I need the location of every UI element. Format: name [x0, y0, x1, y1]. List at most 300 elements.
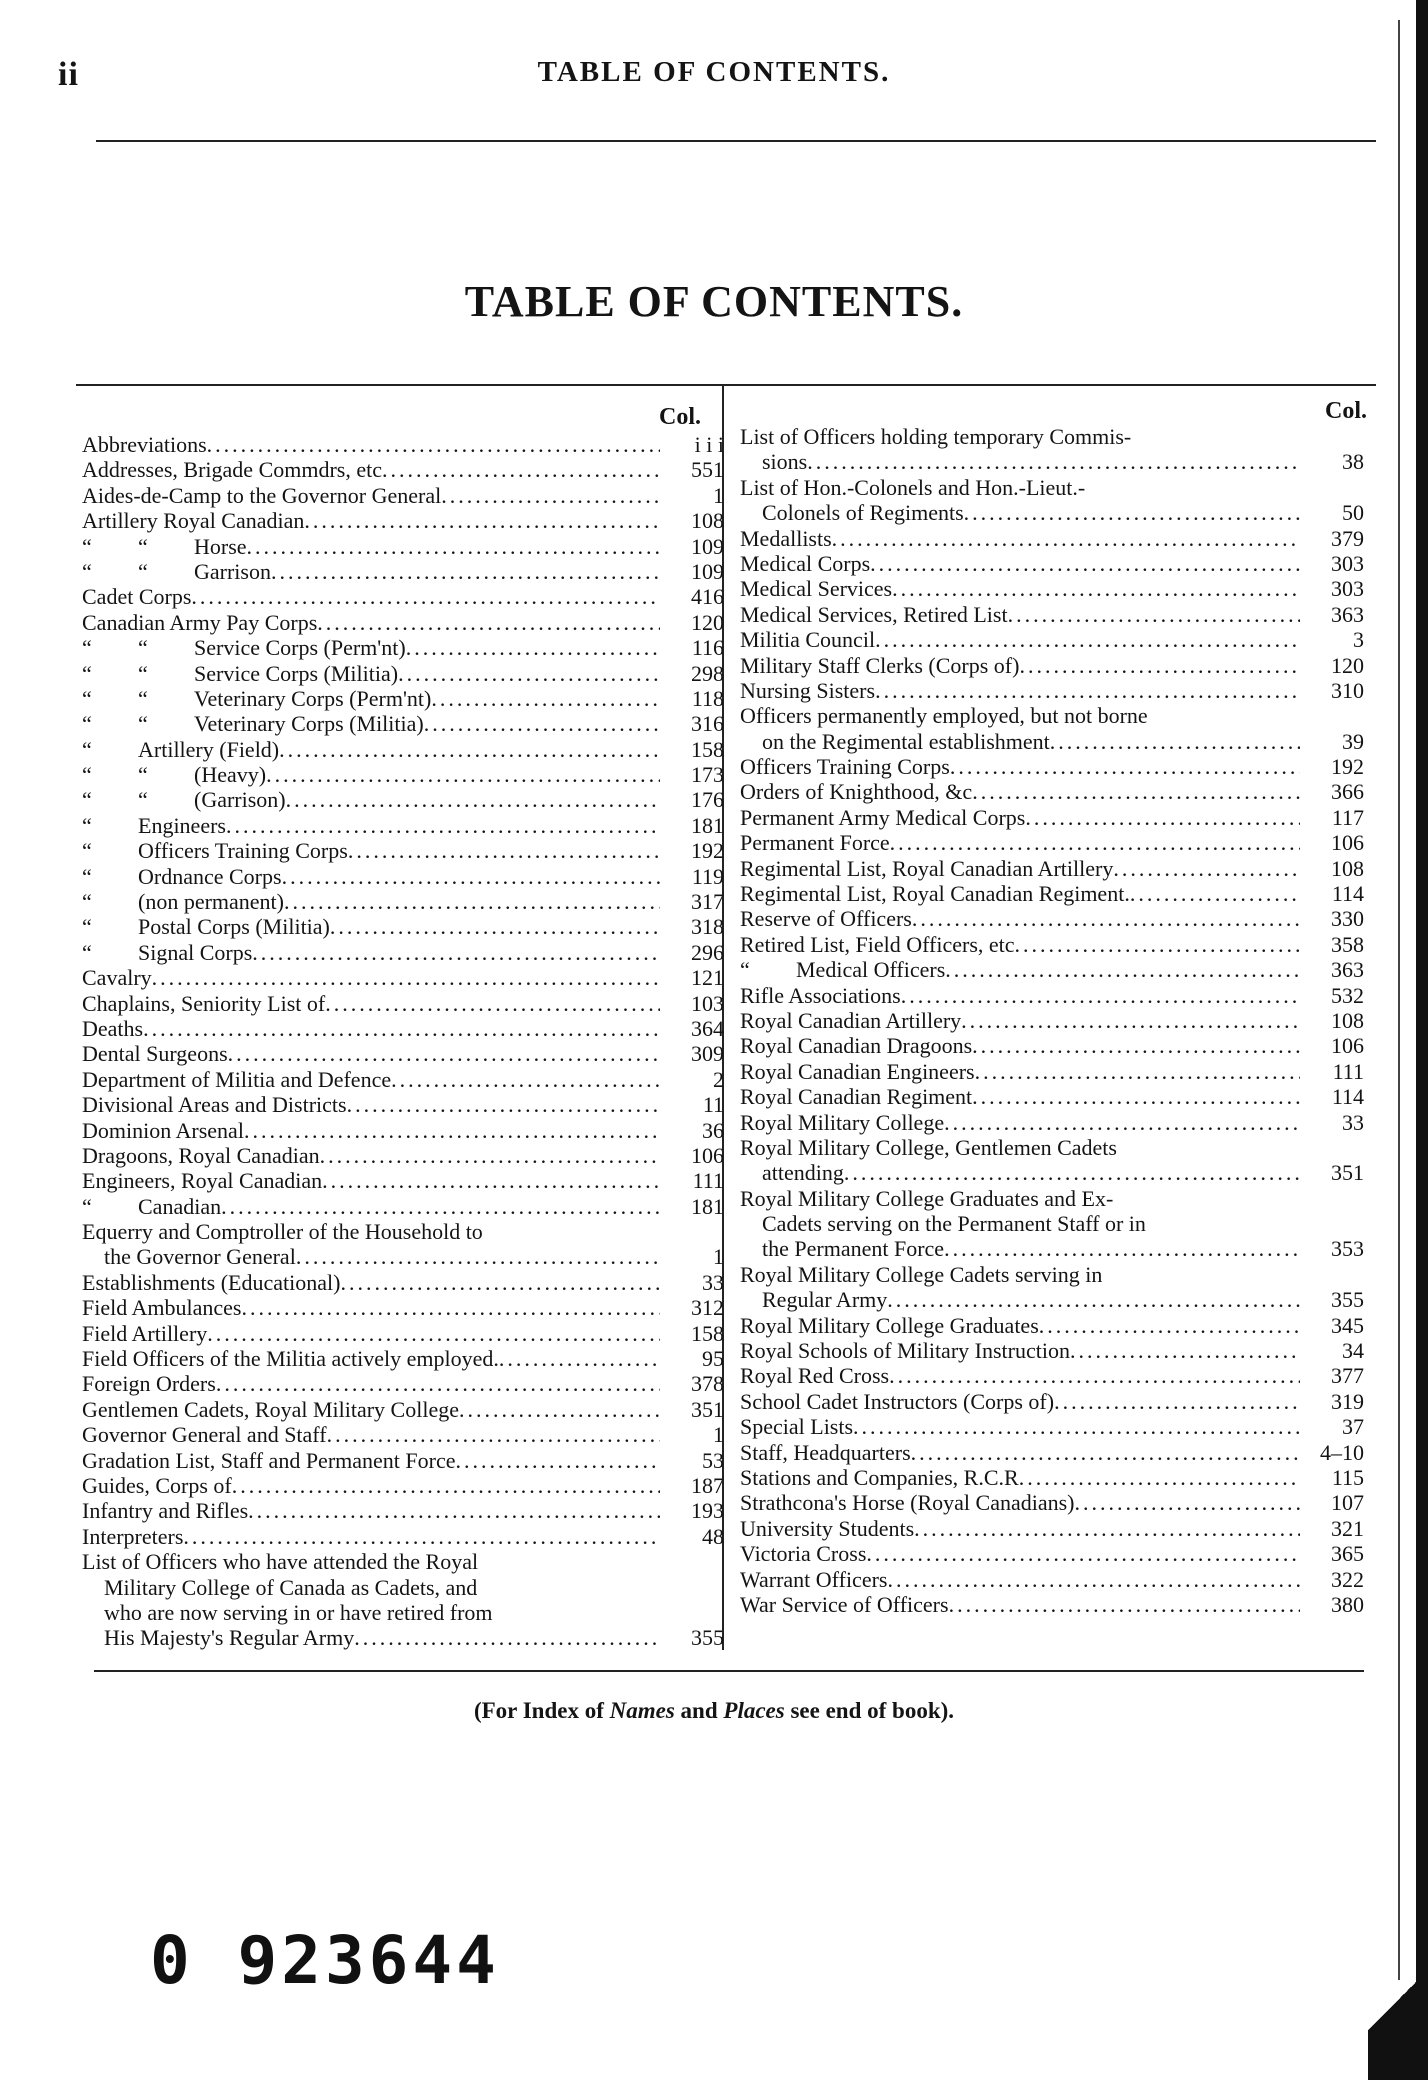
- toc-entry-text: the Governor General: [104, 1244, 296, 1270]
- toc-entry-text: Horse: [194, 533, 247, 559]
- toc-entry-column: 181: [691, 1193, 724, 1219]
- toc-entry-label: [740, 551, 870, 576]
- toc-entry-column: 111: [1332, 1058, 1364, 1084]
- toc-entry-column: 298: [691, 660, 724, 686]
- toc-entry: [82, 1524, 724, 1549]
- toc-entry-text: Royal Military College Graduates: [740, 1312, 1039, 1338]
- toc-entry-column: 108: [1331, 855, 1364, 881]
- toc-entry: [740, 1135, 1364, 1160]
- toc-entry: [82, 508, 724, 533]
- toc-entry-column: 114: [1331, 1084, 1364, 1110]
- dot-leader: [887, 1287, 1300, 1312]
- toc-entry-text: Staff, Headquarters: [740, 1439, 911, 1465]
- dot-leader: [232, 1473, 660, 1498]
- dot-leader: [1019, 653, 1300, 678]
- toc-entry-column: 193: [691, 1498, 724, 1524]
- toc-entry: [740, 1033, 1364, 1058]
- dot-leader: [391, 1067, 660, 1092]
- dot-leader: [252, 940, 660, 965]
- dot-leader: [459, 1397, 660, 1422]
- toc-entry-label: [740, 1313, 1039, 1338]
- toc-entry-column: 106: [691, 1142, 724, 1168]
- dot-leader: [406, 635, 660, 660]
- toc-entry: [82, 787, 724, 812]
- toc-entry-label: [82, 534, 247, 559]
- toc-entry-label: [740, 576, 892, 601]
- toc-entry-column: 321: [1331, 1515, 1364, 1541]
- toc-entry-column: 38: [1342, 449, 1364, 475]
- toc-entry: [740, 957, 1364, 982]
- dot-leader: [950, 754, 1300, 779]
- toc-entry: [82, 914, 724, 939]
- toc-entry-text: Garrison: [194, 558, 271, 584]
- dot-leader: [282, 864, 660, 889]
- toc-entry-text: Artillery (Field): [138, 736, 280, 762]
- toc-entry-text: Interpreters: [82, 1523, 184, 1549]
- toc-entry-column: 345: [1331, 1312, 1364, 1338]
- toc-entry-text: Veterinary Corps (Militia): [194, 711, 424, 737]
- toc-entry-label: [82, 1270, 340, 1295]
- toc-entry-column: 365: [1331, 1541, 1364, 1567]
- toc-entry-column: 3: [1353, 627, 1364, 653]
- toc-entry-text: Foreign Orders: [82, 1371, 216, 1397]
- dot-leader: [911, 1440, 1300, 1465]
- dot-leader: [889, 1363, 1300, 1388]
- toc-entry-column: 118: [691, 685, 724, 711]
- toc-entry: [82, 1168, 724, 1193]
- toc-entry-text: Officers Training Corps: [138, 838, 348, 864]
- toc-entry-column: 310: [1331, 677, 1364, 703]
- toc-entry: [740, 1389, 1364, 1414]
- dot-leader: [207, 1321, 660, 1346]
- ditto-mark: “: [138, 558, 148, 584]
- ditto-mark: “: [82, 635, 92, 661]
- toc-entry: [740, 983, 1364, 1008]
- toc-entry-text: Stations and Companies, R.C.R: [740, 1465, 1019, 1490]
- dot-leader: [949, 1592, 1300, 1617]
- dot-leader: [296, 1245, 660, 1270]
- dot-leader: [398, 661, 660, 686]
- toc-entry-label: [82, 432, 207, 457]
- ditto-mark: “: [82, 812, 92, 838]
- toc-entry-column: 380: [1331, 1591, 1364, 1617]
- dot-leader: [870, 551, 1300, 576]
- toc-entry-column: 303: [1331, 576, 1364, 602]
- dot-leader: [207, 432, 660, 457]
- toc-entry-label: [740, 932, 1015, 957]
- toc-entry-column: 173: [691, 762, 724, 788]
- toc-entry: [740, 805, 1364, 830]
- toc-entry-label: [740, 526, 832, 551]
- toc-entry: [740, 1516, 1364, 1541]
- page-number: ii: [58, 56, 79, 93]
- left-col-heading: Col.: [659, 404, 701, 430]
- toc-entry: [740, 754, 1364, 779]
- dot-leader: [964, 500, 1300, 525]
- toc-entry-label: [82, 1067, 391, 1092]
- dot-leader: [890, 830, 1300, 855]
- toc-entry-column: 109: [691, 533, 724, 559]
- ditto-mark: “: [138, 635, 148, 661]
- toc-entry-column: 158: [691, 736, 724, 762]
- toc-entry-text: Guides, Corps of: [82, 1473, 232, 1498]
- toc-entry: [82, 1067, 724, 1092]
- toc-entry-text: Artillery Royal Canadian: [82, 508, 305, 534]
- dot-leader: [1054, 1389, 1300, 1414]
- toc-entry: [740, 1211, 1364, 1236]
- toc-entry: [82, 1092, 724, 1117]
- dot-leader: [340, 1270, 660, 1295]
- toc-entry-column: 120: [691, 609, 724, 635]
- toc-entry: [82, 1016, 724, 1041]
- toc-entry: [740, 424, 1364, 449]
- toc-entry-label: [82, 1346, 499, 1371]
- ditto-mark: “: [138, 660, 148, 686]
- toc-entry: [740, 475, 1364, 500]
- toc-entry-text: List of Hon.-Colonels and Hon.-Lieut.-: [740, 474, 1086, 500]
- toc-entry-label: [82, 1498, 248, 1523]
- toc-entry-text: Ordnance Corps: [138, 863, 282, 889]
- toc-entry-column: 363: [1331, 957, 1364, 983]
- dot-leader: [1130, 881, 1300, 906]
- toc-entry-text: Dental Surgeons: [82, 1041, 228, 1067]
- toc-entry-text: Royal Canadian Engineers: [740, 1058, 975, 1084]
- dot-leader: [875, 627, 1300, 652]
- ditto-mark: “: [82, 558, 92, 584]
- toc-entry: [740, 1237, 1364, 1262]
- dot-leader: [183, 1524, 660, 1549]
- toc-entry-column: 318: [691, 914, 724, 940]
- toc-entry-label: [82, 686, 431, 711]
- toc-entry-label: [740, 1363, 889, 1388]
- toc-entry-column: 312: [691, 1295, 724, 1321]
- toc-entry-text: Signal Corps: [138, 939, 253, 965]
- toc-entry-text: Addresses, Brigade Commdrs, etc: [82, 457, 382, 483]
- dot-leader: [866, 1541, 1300, 1566]
- toc-entry-column: 364: [691, 1015, 724, 1041]
- toc-entry-text: Warrant Officers: [740, 1566, 888, 1592]
- toc-entry-label: [740, 653, 1019, 678]
- toc-entry-text: Canadian: [138, 1193, 222, 1219]
- toc-entry: [82, 432, 724, 457]
- toc-entry: [740, 1110, 1364, 1135]
- dot-leader: [972, 1084, 1300, 1109]
- dot-leader: [914, 1516, 1300, 1541]
- dot-leader: [320, 1143, 660, 1168]
- toc-entry: [82, 864, 724, 889]
- toc-entry-label: [82, 1321, 207, 1346]
- toc-entry: [740, 1567, 1364, 1592]
- toc-entry-column: 355: [1331, 1287, 1364, 1313]
- toc-entry: [82, 1321, 724, 1346]
- toc-entry-text: (Heavy): [194, 762, 267, 788]
- toc-entry-text: Royal Canadian Artillery: [740, 1007, 962, 1033]
- toc-entry-column: 192: [1331, 754, 1364, 780]
- toc-entry-label: [740, 1338, 1070, 1363]
- toc-entry-text: Gradation List, Staff and Permanent Force: [82, 1447, 456, 1473]
- toc-entry-label: [740, 856, 1113, 881]
- toc-entry-label: [82, 1575, 660, 1600]
- toc-entry-column: 37: [1342, 1414, 1364, 1440]
- toc-entry-column: 416: [691, 584, 724, 610]
- dot-leader: [944, 1237, 1300, 1262]
- toc-entry: [82, 1346, 724, 1371]
- toc-entry: [82, 1397, 724, 1422]
- toc-entry-text: Veterinary Corps (Perm'nt): [194, 685, 432, 711]
- toc-entry: [740, 856, 1364, 881]
- dot-leader: [322, 1168, 660, 1193]
- toc-entry: [740, 500, 1364, 525]
- toc-entry-label: [82, 1473, 232, 1498]
- dot-leader: [279, 737, 660, 762]
- toc-entry-label: [740, 729, 1050, 754]
- dot-leader: [499, 1346, 660, 1371]
- running-title: TABLE OF CONTENTS.: [537, 56, 891, 88]
- toc-entry: [82, 559, 724, 584]
- dot-leader: [266, 762, 660, 787]
- toc-entry-text: Colonels of Regiments: [762, 500, 964, 526]
- toc-entry-column: 181: [691, 812, 724, 838]
- title-rule: [76, 384, 1376, 386]
- toc-entry-label: [740, 754, 950, 779]
- toc-entry-column: 50: [1342, 500, 1364, 526]
- toc-entry-label: [740, 475, 1300, 500]
- toc-entry-column: 115: [1331, 1465, 1364, 1490]
- toc-entry: [740, 678, 1364, 703]
- dot-leader: [244, 1118, 660, 1143]
- toc-entry-label: [740, 1414, 853, 1439]
- toc-entry: [740, 526, 1364, 551]
- toc-entry-column: 296: [691, 939, 724, 965]
- dot-leader: [1015, 932, 1300, 957]
- toc-entry: [82, 889, 724, 914]
- toc-entry: [82, 1625, 724, 1650]
- toc-entry-label: [740, 1110, 944, 1135]
- toc-entry-text: Dominion Arsenal: [82, 1117, 244, 1143]
- toc-entry: [740, 602, 1364, 627]
- toc-entry-text: Royal Canadian Regiment: [740, 1084, 973, 1110]
- dot-leader: [1008, 602, 1300, 627]
- dot-leader: [304, 508, 660, 533]
- toc-entry-column: 379: [1331, 525, 1364, 551]
- ditto-mark: “: [82, 533, 92, 559]
- toc-entry: [82, 813, 724, 838]
- toc-entry: [82, 1498, 724, 1523]
- toc-entry-label: [82, 965, 152, 990]
- toc-entry-text: Militia Council: [740, 627, 876, 653]
- toc-entry-label: [740, 500, 964, 525]
- toc-entry-label: [740, 1440, 911, 1465]
- toc-entry-label: [740, 703, 1300, 728]
- toc-entry-text: Royal Military College: [740, 1109, 945, 1135]
- toc-entry-text: University Students: [740, 1515, 915, 1541]
- ditto-mark: “: [82, 939, 92, 965]
- page-edge-line: [1398, 20, 1400, 1980]
- toc-entry-text: Infantry and Rifles: [82, 1498, 249, 1524]
- toc-entry-text: Medallists: [740, 525, 832, 551]
- toc-entry: [740, 627, 1364, 652]
- toc-entry-label: [82, 1397, 459, 1422]
- toc-entry-text: Royal Military College Cadets serving in: [740, 1261, 1103, 1287]
- dot-leader: [807, 449, 1300, 474]
- toc-entry-column: 119: [691, 863, 724, 889]
- toc-entry-label: [740, 1541, 866, 1566]
- ditto-mark: “: [82, 660, 92, 686]
- toc-entry-label: [82, 787, 286, 812]
- toc-entry-column: 39: [1342, 728, 1364, 754]
- page-corner-shadow: [1368, 1920, 1428, 2080]
- toc-entry-label: [82, 1245, 296, 1270]
- toc-entry-column: 309: [691, 1041, 724, 1067]
- toc-entry: [740, 1490, 1364, 1515]
- dot-leader: [1019, 1465, 1300, 1490]
- toc-entry-column: 1: [713, 1244, 724, 1270]
- right-col-heading: Col.: [1325, 398, 1367, 424]
- toc-entry: [82, 457, 724, 482]
- dot-leader: [1113, 856, 1300, 881]
- toc-entry-text: Service Corps (Perm'nt): [194, 635, 406, 661]
- toc-entry-label: [82, 711, 424, 736]
- ditto-mark: “: [82, 736, 92, 762]
- toc-entry-text: Regular Army: [762, 1287, 888, 1313]
- toc-entry: [82, 1473, 724, 1498]
- toc-entry-text: Postal Corps (Militia): [138, 914, 330, 940]
- ditto-mark: “: [82, 787, 92, 813]
- toc-entry-text: Governor General and Staff: [82, 1422, 327, 1448]
- toc-entry-column: 551: [691, 457, 724, 483]
- toc-entry-label: [740, 1160, 844, 1185]
- toc-entry: [740, 703, 1364, 728]
- dot-leader: [944, 1110, 1300, 1135]
- toc-entry-text: War Service of Officers: [740, 1591, 949, 1617]
- toc-entry-text: the Permanent Force: [762, 1236, 945, 1262]
- page-title: TABLE OF CONTENTS.: [464, 277, 964, 326]
- toc-entry-label: [82, 584, 191, 609]
- toc-entry-column: 317: [691, 889, 724, 915]
- toc-entry-column: 120: [1331, 652, 1364, 678]
- page-edge-shadow: [1416, 0, 1428, 2080]
- bottom-rule: [94, 1670, 1364, 1672]
- toc-entry-column: 176: [691, 787, 724, 813]
- toc-entry-label: [82, 1118, 244, 1143]
- toc-entry-column: 33: [702, 1269, 724, 1295]
- toc-entry: [82, 1041, 724, 1066]
- toc-entry: [82, 1270, 724, 1295]
- dot-leader: [912, 906, 1300, 931]
- toc-entry-text: Nursing Sisters: [740, 677, 876, 703]
- toc-entry-label: [740, 1033, 972, 1058]
- toc-entry-label: [82, 813, 226, 838]
- toc-entry: [82, 1118, 724, 1143]
- dot-leader: [228, 1041, 660, 1066]
- toc-entry-label: [740, 881, 1130, 906]
- toc-entry: [740, 932, 1364, 957]
- toc-entry-text: Regimental List, Royal Canadian Regiment.: [740, 881, 1130, 907]
- toc-entry: [82, 1371, 724, 1396]
- toc-entry-text: attending: [762, 1160, 844, 1186]
- toc-entry: [82, 838, 724, 863]
- right-entry-list: [740, 424, 1364, 1617]
- toc-entry-text: Officers Training Corps: [740, 754, 950, 780]
- toc-entry-column: 2: [713, 1066, 724, 1092]
- dot-leader: [1070, 1338, 1300, 1363]
- toc-entry: [740, 1186, 1364, 1211]
- dot-leader: [853, 1414, 1300, 1439]
- toc-entry-column: 351: [691, 1396, 724, 1422]
- toc-entry-label: [740, 1465, 1019, 1490]
- toc-entry-text: who are now serving in or have retired from: [104, 1599, 493, 1625]
- toc-entry-text: Medical Officers: [796, 957, 946, 983]
- toc-entry-column: 358: [1331, 931, 1364, 957]
- dot-leader: [961, 1008, 1300, 1033]
- toc-entry: [82, 965, 724, 990]
- toc-entry-text: on the Regimental establishment: [762, 728, 1050, 754]
- toc-entry: [740, 1008, 1364, 1033]
- toc-entry: [740, 551, 1364, 576]
- toc-entry-label: [740, 1592, 949, 1617]
- toc-entry-text: Cavalry: [82, 965, 152, 991]
- toc-entry-text: Permanent Army Medical Corps: [740, 804, 1026, 830]
- dot-leader: [892, 576, 1300, 601]
- toc-entry-label: [740, 1059, 975, 1084]
- dot-leader: [456, 1448, 661, 1473]
- toc-entry-column: 117: [1331, 804, 1364, 830]
- toc-entry-label: [82, 914, 330, 939]
- toc-entry-label: [82, 1143, 320, 1168]
- toc-entry-label: [82, 1295, 241, 1320]
- toc-entry-label: [82, 1422, 327, 1447]
- toc-entry-column: 53: [702, 1447, 724, 1473]
- toc-entry-column: 322: [1331, 1566, 1364, 1592]
- toc-entry-column: 103: [691, 990, 724, 1016]
- toc-entry-column: 303: [1331, 550, 1364, 576]
- toc-entry-text: Gentlemen Cadets, Royal Military College: [82, 1396, 459, 1422]
- toc-entry: [740, 1313, 1364, 1338]
- toc-entry-column: 36: [702, 1117, 724, 1143]
- dot-leader: [832, 526, 1300, 551]
- toc-entry: [82, 1549, 724, 1574]
- toc-entry: [740, 1262, 1364, 1287]
- toc-entry: [740, 729, 1364, 754]
- toc-entry-label: [740, 1262, 1300, 1287]
- toc-entry-text: Field Ambulances: [82, 1295, 242, 1321]
- toc-entry-label: [740, 1516, 914, 1541]
- toc-entry-label: [82, 889, 284, 914]
- dot-leader: [216, 1371, 660, 1396]
- toc-entry-column: 316: [691, 711, 724, 737]
- toc-entry-column: 116: [691, 635, 724, 661]
- toc-entry-label: [82, 559, 271, 584]
- toc-entry: [740, 1414, 1364, 1439]
- dot-leader: [424, 711, 660, 736]
- toc-entry-label: [82, 1168, 322, 1193]
- toc-entry-column: 366: [1331, 779, 1364, 805]
- toc-entry-text: Victoria Cross: [740, 1541, 867, 1567]
- ditto-mark: “: [82, 685, 92, 711]
- toc-entry-label: [82, 838, 348, 863]
- toc-entry-column: i i i: [694, 432, 724, 457]
- toc-entry-text: Medical Services, Retired List: [740, 601, 1008, 627]
- toc-entry-column: 1: [713, 1422, 724, 1448]
- toc-entry: [82, 762, 724, 787]
- dot-leader: [248, 1498, 660, 1523]
- toc-entry-text: Deaths: [82, 1015, 144, 1041]
- toc-entry-column: 106: [1331, 1033, 1364, 1059]
- dot-leader: [330, 914, 660, 939]
- accession-stamp: 0 923644: [150, 1922, 500, 1999]
- toc-entry-label: [82, 457, 382, 482]
- toc-entry: [740, 1084, 1364, 1109]
